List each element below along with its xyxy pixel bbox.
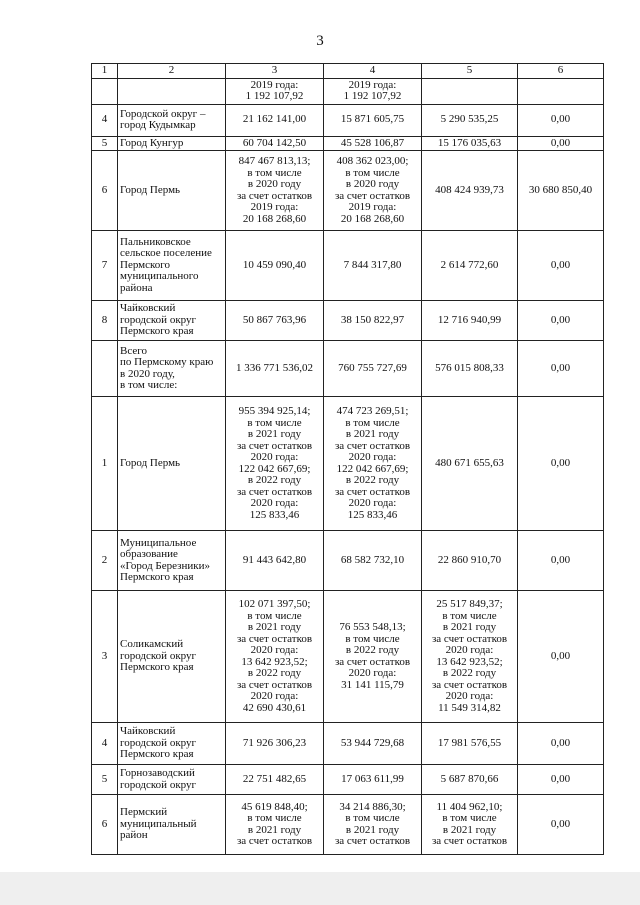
header-cell: 1 <box>92 64 118 79</box>
table-row <box>92 78 604 104</box>
table-row <box>92 341 604 397</box>
table-cell: 0,00 <box>518 591 604 723</box>
table-cell: 3 <box>92 591 118 723</box>
table-cell: 45 619 848,40; в том числе в 2021 году за счет остатков <box>226 795 324 855</box>
table-cell: Город Кунгур <box>118 136 226 151</box>
table-cell: 0,00 <box>518 531 604 591</box>
table-cell: 5 687 870,66 <box>422 765 518 795</box>
table-cell: 2 <box>92 531 118 591</box>
table-cell: 0,00 <box>518 136 604 151</box>
table-cell <box>92 341 118 397</box>
table-cell: 11 404 962,10; в том числе в 2021 году за счет остатков <box>422 795 518 855</box>
table-cell: 76 553 548,13; в том числе в 2022 году за счет остатков 2020 года: 31 141 115,79 <box>324 591 422 723</box>
header-cell: 2 <box>118 64 226 79</box>
table-cell: 474 723 269,51; в том числе в 2021 году за счет остатков 2020 года: 122 042 667,69; в 2022 году за счет остатков 2020 года: 125 833,46 <box>324 397 422 531</box>
table-cell: 22 860 910,70 <box>422 531 518 591</box>
table-cell: 15 871 605,75 <box>324 104 422 136</box>
table-cell: Чайковский городской округ Пермского края <box>118 301 226 341</box>
table-cell: 5 <box>92 136 118 151</box>
table-cell: 50 867 763,96 <box>226 301 324 341</box>
table-row <box>92 591 604 723</box>
table-cell: 576 015 808,33 <box>422 341 518 397</box>
table-row <box>92 765 604 795</box>
table-cell: 4 <box>92 104 118 136</box>
table-cell: 60 704 142,50 <box>226 136 324 151</box>
table-row <box>92 136 604 151</box>
table-cell: 21 162 141,00 <box>226 104 324 136</box>
table-cell: 5 <box>92 765 118 795</box>
table-cell: 38 150 822,97 <box>324 301 422 341</box>
table-row <box>92 151 604 231</box>
table-cell: Горнозаводский городской округ <box>118 765 226 795</box>
page-number: 3 <box>316 33 324 49</box>
table-cell: 1 336 771 536,02 <box>226 341 324 397</box>
table-cell <box>518 78 604 104</box>
table-cell: 0,00 <box>518 795 604 855</box>
table-cell: 0,00 <box>518 231 604 301</box>
table-cell: 0,00 <box>518 723 604 765</box>
table-cell: 847 467 813,13; в том числе в 2020 году за счет остатков 2019 года: 20 168 268,60 <box>226 151 324 231</box>
table-row <box>92 723 604 765</box>
table-cell: Город Пермь <box>118 151 226 231</box>
table-cell: 0,00 <box>518 765 604 795</box>
header-cell: 3 <box>226 64 324 79</box>
table-cell: 53 944 729,68 <box>324 723 422 765</box>
header-cell: 5 <box>422 64 518 79</box>
table-cell: 12 716 940,99 <box>422 301 518 341</box>
table-cell: 45 528 106,87 <box>324 136 422 151</box>
table-cell: 408 362 023,00; в том числе в 2020 году за счет остатков 2019 года: 20 168 268,60 <box>324 151 422 231</box>
table-cell: 15 176 035,63 <box>422 136 518 151</box>
table-cell: 1 <box>92 397 118 531</box>
table-cell: 17 063 611,99 <box>324 765 422 795</box>
table-cell: 10 459 090,40 <box>226 231 324 301</box>
table-cell: 6 <box>92 151 118 231</box>
table-cell: 17 981 576,55 <box>422 723 518 765</box>
table-cell: 25 517 849,37; в том числе в 2021 году за счет остатков 2020 года: 13 642 923,52; в 2022 году за счет остатков 2020 года: 11 549 314,82 <box>422 591 518 723</box>
table-cell: Чайковский городской округ Пермского края <box>118 723 226 765</box>
table-cell: 91 443 642,80 <box>226 531 324 591</box>
table-cell: 6 <box>92 795 118 855</box>
table-row <box>92 104 604 136</box>
table-cell: 4 <box>92 723 118 765</box>
table-cell: 408 424 939,73 <box>422 151 518 231</box>
table-cell: Пальниковское сельское поселение Пермского муниципального района <box>118 231 226 301</box>
table-row <box>92 397 604 531</box>
table-cell: 480 671 655,63 <box>422 397 518 531</box>
table-cell: Городской округ – город Кудымкар <box>118 104 226 136</box>
table-cell: 71 926 306,23 <box>226 723 324 765</box>
table-cell: 68 582 732,10 <box>324 531 422 591</box>
table-cell <box>118 78 226 104</box>
table-row <box>92 301 604 341</box>
data-table <box>91 63 604 855</box>
table-row <box>92 531 604 591</box>
table-cell: 30 680 850,40 <box>518 151 604 231</box>
table-cell: 2 614 772,60 <box>422 231 518 301</box>
table-cell: 34 214 886,30; в том числе в 2021 году за счет остатков <box>324 795 422 855</box>
header-cell: 6 <box>518 64 604 79</box>
table-cell: 102 071 397,50; в том числе в 2021 году за счет остатков 2020 года: 13 642 923,52; в 2022 году за счет остатков 2020 года: 42 690 430,61 <box>226 591 324 723</box>
table-cell: Муниципальное образование «Город Березники» Пермского края <box>118 531 226 591</box>
table-cell: 22 751 482,65 <box>226 765 324 795</box>
table-cell: 7 844 317,80 <box>324 231 422 301</box>
header-cell: 4 <box>324 64 422 79</box>
table-cell <box>422 78 518 104</box>
table-cell: 0,00 <box>518 397 604 531</box>
table-row <box>92 795 604 855</box>
table-header-row <box>92 64 604 79</box>
scan-bottom-shade <box>0 872 640 905</box>
table-cell: 7 <box>92 231 118 301</box>
table-cell: 2019 года: 1 192 107,92 <box>324 78 422 104</box>
table-cell: 955 394 925,14; в том числе в 2021 году за счет остатков 2020 года: 122 042 667,69; в 2022 году за счет остатков 2020 года: 125 833,46 <box>226 397 324 531</box>
table-cell: Всего по Пермскому краю в 2020 году, в том числе: <box>118 341 226 397</box>
table-cell <box>92 78 118 104</box>
table-cell: Город Пермь <box>118 397 226 531</box>
table-cell: 2019 года: 1 192 107,92 <box>226 78 324 104</box>
table-cell: 0,00 <box>518 104 604 136</box>
table-cell: 8 <box>92 301 118 341</box>
table-cell: 5 290 535,25 <box>422 104 518 136</box>
table-cell: 0,00 <box>518 341 604 397</box>
table-cell: 0,00 <box>518 301 604 341</box>
table-row <box>92 231 604 301</box>
table-cell: Соликамский городской округ Пермского края <box>118 591 226 723</box>
table-cell: Пермский муниципальный район <box>118 795 226 855</box>
table-cell: 760 755 727,69 <box>324 341 422 397</box>
